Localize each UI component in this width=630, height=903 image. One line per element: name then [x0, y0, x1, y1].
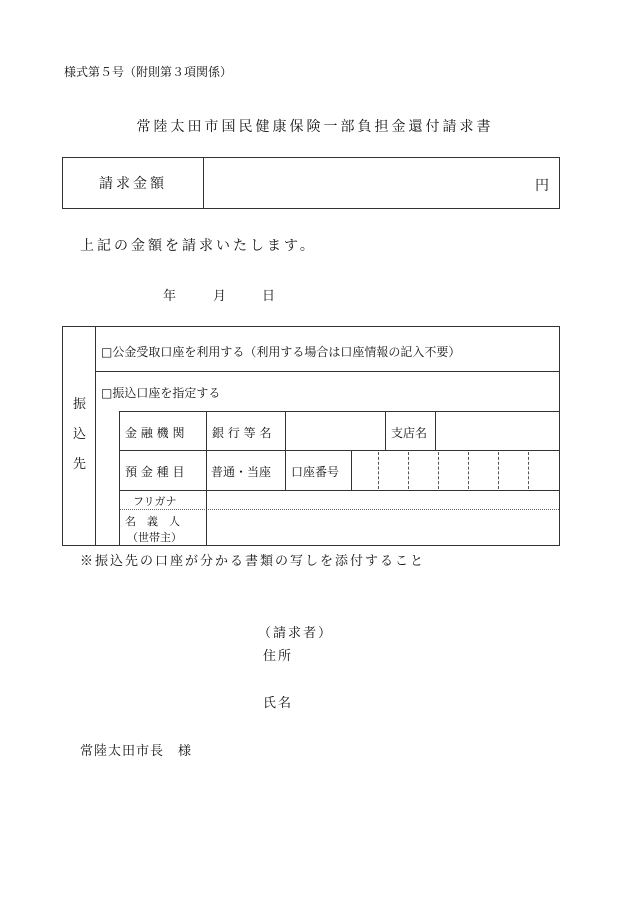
- name-label: 氏名: [263, 696, 294, 711]
- claimant-heading: （請求者）: [258, 626, 334, 641]
- divider: [119, 450, 559, 451]
- request-statement: 上記の金額を請求いたします。: [80, 238, 317, 254]
- divider: [206, 411, 207, 545]
- divider: [95, 327, 96, 545]
- date-month-label: 月: [213, 289, 227, 304]
- transfer-table: [62, 326, 560, 546]
- option-public-account: □公金受取口座を利用する（利用する場合は口座情報の記入不要）: [101, 345, 461, 359]
- furigana-label: フリガナ: [133, 495, 177, 508]
- digit-separator: [468, 452, 469, 489]
- date-year-label: 年: [163, 289, 177, 304]
- date-day-label: 日: [262, 289, 276, 304]
- holder-label: 名 義 人: [125, 515, 180, 528]
- branch-name-label: 支店名: [391, 426, 428, 440]
- divider: [385, 411, 386, 450]
- digit-separator: [408, 452, 409, 489]
- vertical-char: 先: [73, 457, 87, 472]
- attachment-note: ※振込先の口座が分かる書類の写しを添付すること: [80, 554, 426, 569]
- amount-unit: 円: [535, 178, 549, 194]
- divider: [435, 411, 436, 450]
- amount-box: [62, 157, 560, 209]
- addressee: 常陸太田市長 様: [80, 744, 193, 759]
- digit-separator: [498, 452, 499, 489]
- vertical-char: 込: [73, 427, 87, 442]
- holder-sublabel: （世帯主）: [127, 531, 182, 544]
- divider: [119, 411, 559, 412]
- digit-separator: [378, 452, 379, 489]
- divider: [285, 411, 286, 490]
- divider: [95, 371, 559, 372]
- form-number: 様式第５号（附則第３項関係）: [64, 65, 233, 79]
- amount-label: 請求金額: [63, 158, 204, 208]
- divider: [119, 509, 559, 510]
- address-label: 住所: [263, 649, 294, 664]
- page-title: 常陸太田市国民健康保険一部負担金還付請求書: [136, 119, 494, 135]
- deposit-type-value: 普通・当座: [211, 465, 272, 479]
- digit-separator: [438, 452, 439, 489]
- divider: [351, 450, 352, 490]
- financial-institution-label: 金 融 機 関: [125, 426, 185, 440]
- option-specify-account: □振込口座を指定する: [101, 386, 221, 400]
- deposit-type-label: 預 金 種 目: [125, 465, 185, 479]
- bank-name-label: 銀 行 等 名: [212, 426, 272, 440]
- account-number-label: 口座番号: [291, 465, 340, 479]
- vertical-char: 振: [73, 397, 87, 412]
- divider: [119, 411, 120, 545]
- divider: [119, 490, 559, 491]
- digit-separator: [528, 452, 529, 489]
- transfer-destination-label: [63, 327, 95, 545]
